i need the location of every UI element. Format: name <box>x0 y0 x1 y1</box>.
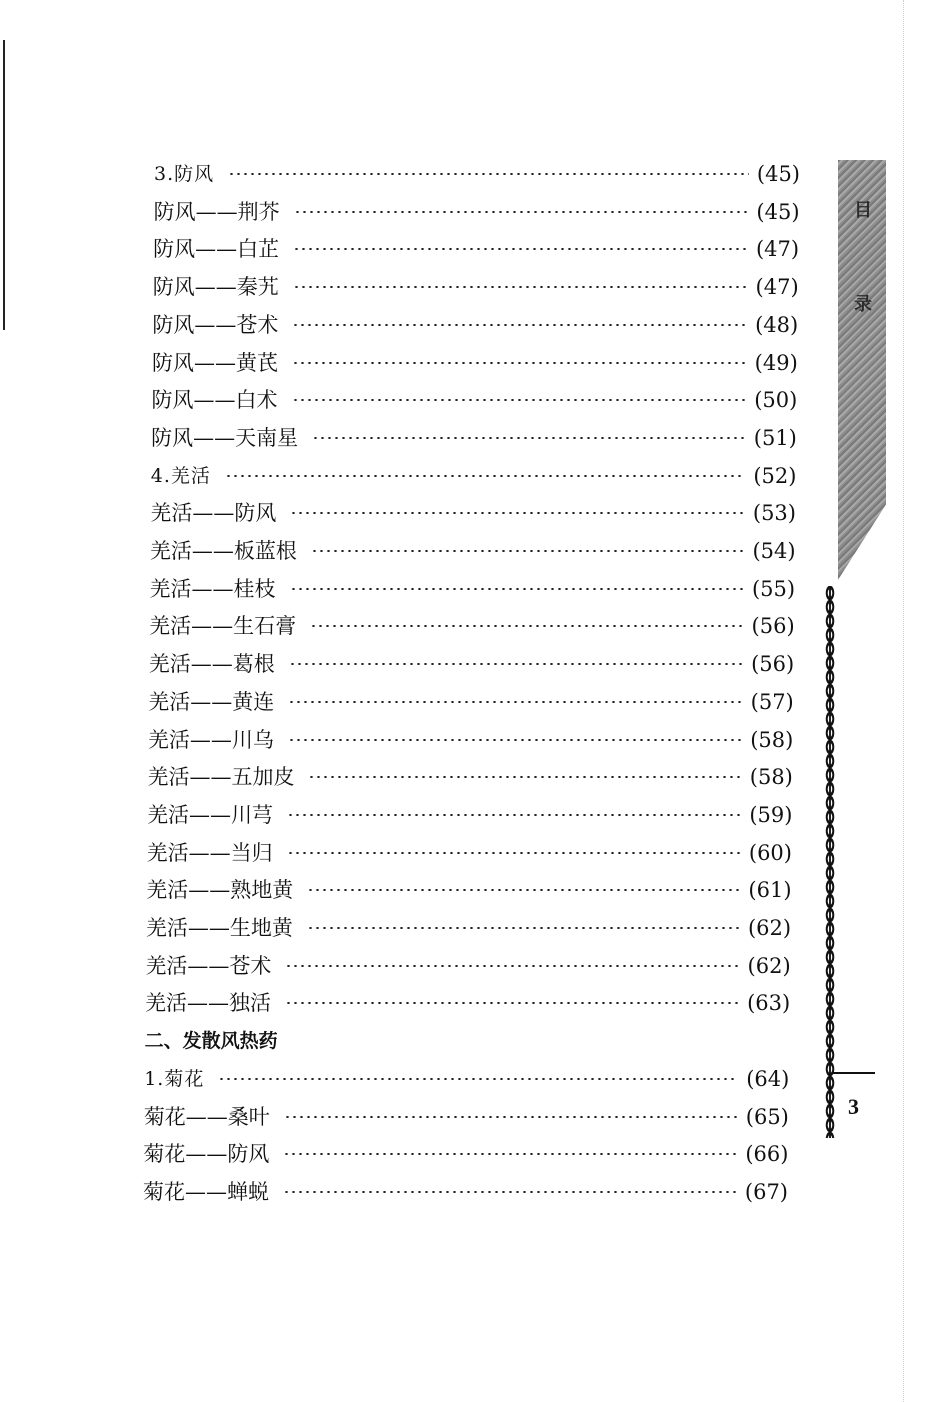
toc-entry <box>153 234 799 264</box>
toc-entry <box>150 536 796 566</box>
toc-entry-label: 羌活——熟地黄 <box>146 878 294 903</box>
toc-entry <box>153 272 799 302</box>
dot-leader <box>284 1116 738 1118</box>
toc-entry-label: 羌活——生地黄 <box>145 916 293 940</box>
toc-entry-page: (50) <box>754 388 798 413</box>
toc-entry-page: (51) <box>753 425 797 450</box>
toc-entry <box>150 574 796 604</box>
toc-entry <box>144 1064 789 1094</box>
toc-entry-label: 羌活——当归 <box>146 840 273 865</box>
toc-entry-page: (56) <box>751 614 795 639</box>
toc-entry <box>144 1102 789 1132</box>
toc-entry <box>146 875 791 905</box>
toc-entry <box>152 310 798 340</box>
toc-entry-page: (62) <box>747 953 791 978</box>
toc-entry-page: (57) <box>750 689 794 714</box>
toc-entry-label: 1.菊花 <box>144 1067 205 1090</box>
toc-entry-page: (47) <box>755 237 800 262</box>
dot-leader <box>285 965 739 967</box>
dot-leader <box>228 173 749 175</box>
dot-leader <box>283 1153 737 1155</box>
toc-entry-label: 防风——白芷 <box>153 237 280 262</box>
toc-entry-page: (52) <box>753 463 797 488</box>
toc-entry-page: (53) <box>752 501 796 526</box>
toc-entry-label: 防风——荆芥 <box>153 199 280 224</box>
toc-entry-page: (58) <box>749 765 793 790</box>
toc-entry-label: 菊花——桑叶 <box>143 1104 270 1129</box>
dot-leader <box>307 927 740 929</box>
toc-entry-page: (58) <box>750 727 794 752</box>
toc-entry <box>148 687 793 717</box>
toc-entry-label: 防风——天南星 <box>151 425 299 450</box>
toc-entry <box>143 1177 788 1207</box>
toc-entry <box>147 800 792 830</box>
dot-leader <box>307 889 740 891</box>
toc-entry-page: (63) <box>747 991 791 1016</box>
dot-leader <box>288 701 742 703</box>
dot-leader <box>288 739 742 741</box>
dot-leader <box>218 1078 738 1080</box>
toc-entry-label: 羌活——板蓝根 <box>149 539 297 563</box>
page-number: 3 <box>848 1094 859 1119</box>
toc-entry-page: (62) <box>747 916 792 940</box>
toc-entry-page: (64) <box>746 1066 790 1091</box>
toc-entry <box>154 159 800 189</box>
toc-entry-label: 羌活——独活 <box>145 991 272 1016</box>
toc-entry-label: 羌活——葛根 <box>148 652 275 677</box>
toc-entry-page: (66) <box>745 1142 789 1167</box>
toc-entry-page: (67) <box>744 1179 788 1204</box>
toc-entry <box>147 838 792 868</box>
dot-leader <box>292 324 747 326</box>
toc-entry-page: (47) <box>755 275 799 300</box>
dot-leader <box>283 1191 737 1193</box>
toc-entry-label: 防风——苍术 <box>152 312 279 337</box>
toc-entry-label: 羌活——川芎 <box>147 802 274 827</box>
dot-leader <box>225 475 745 477</box>
toc-entry-label: 防风——黄芪 <box>151 350 278 375</box>
toc-entry-label: 防风——秦艽 <box>152 275 279 300</box>
dot-leader <box>287 814 741 816</box>
toc-entry <box>146 913 791 943</box>
toc-entry-label: 羌活——五加皮 <box>147 765 295 790</box>
dot-leader <box>294 211 749 213</box>
dot-leader <box>310 625 743 627</box>
side-tab-label-2: 录 <box>854 294 872 315</box>
toc-entry-page: (56) <box>751 652 795 677</box>
toc-entry <box>148 725 793 755</box>
toc-entry-page: (55) <box>751 576 796 601</box>
toc-entry-label: 羌活——桂枝 <box>149 576 276 601</box>
toc-entry <box>154 197 800 227</box>
toc-entry-page: (45) <box>756 199 800 224</box>
toc-entry-page: (65) <box>745 1104 789 1129</box>
toc-entry-page: (54) <box>752 539 796 563</box>
dot-leader <box>293 248 748 250</box>
toc-entry <box>145 1026 790 1056</box>
toc-entry <box>145 951 790 981</box>
toc-entry-page: (48) <box>755 312 799 337</box>
dot-leader <box>292 399 747 401</box>
dot-leader <box>292 362 747 364</box>
toc-entry-page: (61) <box>748 878 792 903</box>
toc-entry <box>149 649 795 679</box>
toc-entry-label: 菊花——蝉蜕 <box>143 1179 269 1204</box>
toc-entry <box>151 461 797 491</box>
toc-entry-label: 羌活——苍术 <box>145 953 272 978</box>
dot-leader <box>290 512 745 514</box>
toc-entry-label: 羌活——防风 <box>150 501 277 526</box>
dot-leader <box>312 437 746 439</box>
toc-entry-label: 菊花——防风 <box>143 1142 270 1167</box>
side-tab-label-1: 目 <box>854 200 872 221</box>
toc-entry-label: 二、发散风热药 <box>144 1030 278 1053</box>
toc-entry-label: 羌活——黄连 <box>148 689 275 714</box>
dot-leader <box>290 588 744 590</box>
toc-entry-page: (45) <box>756 162 800 186</box>
dot-leader <box>289 663 743 665</box>
toc-entry-label: 4.羌活 <box>150 464 211 487</box>
dot-leader <box>308 776 741 778</box>
dot-leader <box>285 1002 739 1004</box>
toc-entry <box>150 498 796 528</box>
dot-leader <box>311 550 745 552</box>
toc-entry <box>145 988 790 1018</box>
toc-entry <box>147 762 792 792</box>
toc-entry <box>149 611 795 641</box>
dot-leader <box>287 852 741 854</box>
dot-leader <box>293 286 748 288</box>
toc-entry-label: 羌活——川乌 <box>147 727 274 752</box>
toc-entry <box>152 385 798 415</box>
toc-entry-label: 羌活——生石膏 <box>149 614 297 639</box>
toc-entry-label: 防风——白术 <box>151 388 278 413</box>
toc-entry-page: (49) <box>754 350 798 375</box>
toc-entry <box>151 423 797 453</box>
toc-entry <box>152 348 798 378</box>
toc-entry-page: (60) <box>748 840 792 865</box>
toc-entry <box>143 1139 788 1169</box>
toc-entry-page: (59) <box>749 802 793 827</box>
toc-entry-label: 3.防风 <box>154 163 215 185</box>
